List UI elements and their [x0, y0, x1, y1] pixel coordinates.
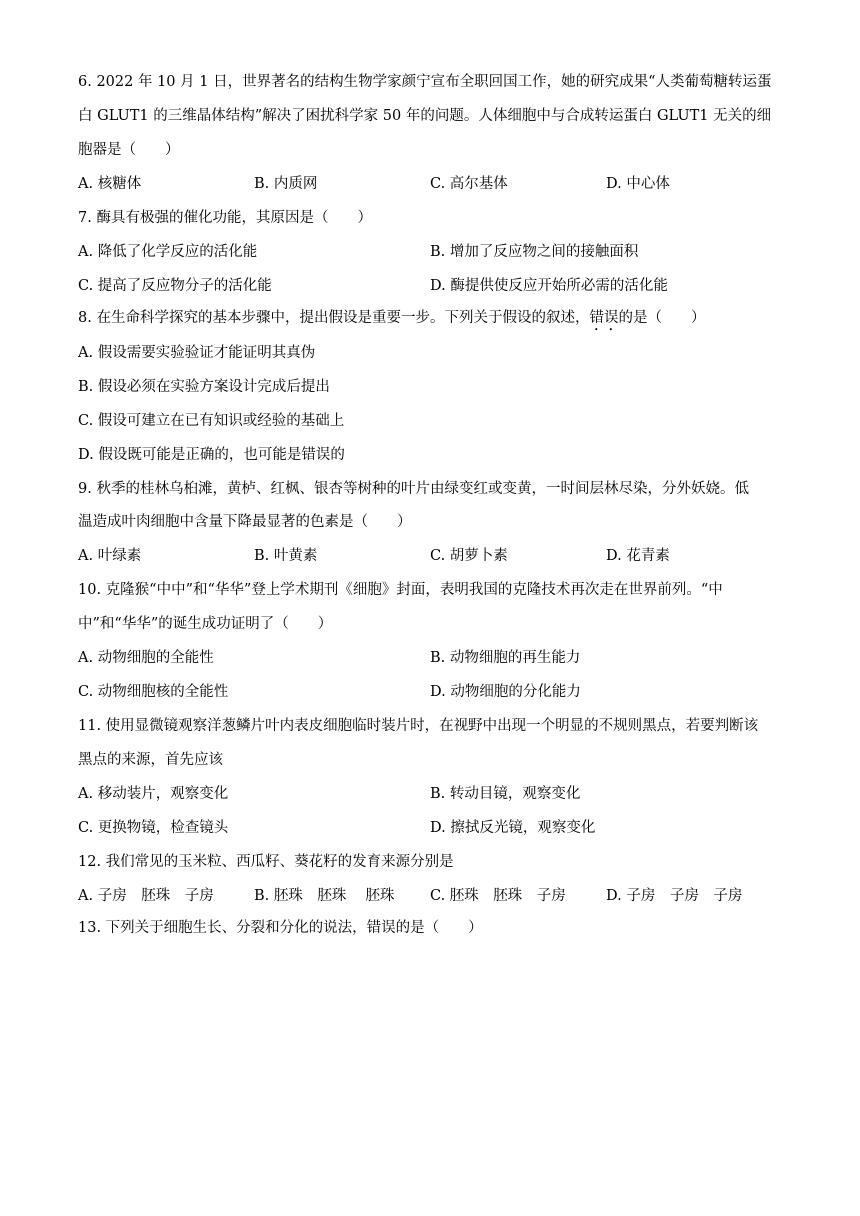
- option-b[interactable]: B. 转动目镜，观察变化: [430, 786, 581, 802]
- option-b[interactable]: B. 胚珠 胚珠 胚珠: [254, 888, 395, 904]
- option-d[interactable]: D. 花青素: [606, 548, 670, 564]
- option-b[interactable]: B. 叶黄素: [254, 548, 318, 564]
- options-row: [78, 784, 788, 804]
- option-c[interactable]: C. 提高了反应物分子的活化能: [78, 278, 272, 294]
- option-d[interactable]: D. 子房 子房 子房: [606, 888, 743, 904]
- option-d[interactable]: D. 动物细胞的分化能力: [430, 684, 581, 700]
- question-stem-line: 12. 我们常见的玉米粒、西瓜籽、葵花籽的发育来源分别是: [78, 854, 454, 870]
- option-a[interactable]: A. 叶绿素: [78, 548, 142, 564]
- option-a[interactable]: A. 移动装片，观察变化: [78, 786, 229, 802]
- options-row: [78, 818, 788, 838]
- question-stem-line: 13. 下列关于细胞生长、分裂和分化的说法，错误的是（ ）: [78, 920, 483, 936]
- question-stem-line: 11. 使用显微镜观察洋葱鳞片叶内表皮细胞临时装片时，在视野中出现一个明显的不规则黑点，若要判断该: [78, 718, 759, 734]
- options-row: [78, 648, 788, 668]
- question-stem-line: 10. 克隆猴“中中”和“华华”登上学术期刊《细胞》封面，表明我国的克隆技术再次走在世界前列。“中: [78, 582, 723, 598]
- options-row: [78, 242, 788, 262]
- options-row: [78, 276, 788, 296]
- option-c[interactable]: C. 高尔基体: [430, 176, 508, 192]
- question-stem-line: 温造成叶肉细胞中含量下降最显著的色素是（ ）: [78, 514, 412, 530]
- option-c[interactable]: C. 动物细胞核的全能性: [78, 684, 229, 700]
- option-a[interactable]: A. 动物细胞的全能性: [78, 650, 214, 666]
- option-b[interactable]: B. 假设必须在实验方案设计完成后提出: [78, 379, 330, 395]
- question-stem-line: 9. 秋季的桂林乌桕滩，黄栌、红枫、银杏等树种的叶片由绿变红或变黄，一时间层林尽染，分外妖娆。低: [78, 481, 749, 497]
- options-row: [78, 546, 788, 566]
- options-row: [78, 343, 788, 363]
- options-row: [78, 377, 788, 397]
- options-row: [78, 411, 788, 431]
- question-stem-line: 黑点的来源，首先应该: [78, 752, 223, 768]
- question-stem-line: [78, 308, 705, 334]
- stem-text: 8. 在生命科学探究的基本步骤中，提出假设是重要一步。下列关于假设的叙述，: [78, 310, 590, 326]
- option-a[interactable]: A. 子房 胚珠 子房: [78, 888, 214, 904]
- option-b[interactable]: B. 增加了反应物之间的接触面积: [430, 244, 639, 260]
- emphasized-word: 错误: [589, 310, 619, 326]
- option-c[interactable]: C. 胡萝卜素: [430, 548, 508, 564]
- option-b[interactable]: B. 动物细胞的再生能力: [430, 650, 581, 666]
- option-d[interactable]: D. 酶提供使反应开始所必需的活化能: [430, 278, 668, 294]
- question-stem-line: 白 GLUT1 的三维晶体结构”解决了困扰科学家 50 年的问题。人体细胞中与合成转运蛋白 GLUT1 无关的细: [78, 108, 772, 124]
- option-c[interactable]: C. 假设可建立在已有知识或经验的基础上: [78, 413, 345, 429]
- question-stem-line: 胞器是（ ）: [78, 142, 180, 158]
- question-stem-line: 6. 2022 年 10 月 1 日，世界著名的结构生物学家颜宁宣布全职回国工作，她的研究成果“人类葡萄糖转运蛋: [78, 74, 772, 90]
- stem-text: 的是（ ）: [618, 310, 706, 326]
- options-row: [78, 174, 788, 194]
- option-d[interactable]: D. 擦拭反光镜，观察变化: [430, 820, 596, 836]
- option-d[interactable]: D. 假设既可能是正确的，也可能是错误的: [78, 447, 345, 463]
- options-row: [78, 445, 788, 465]
- option-a[interactable]: A. 降低了化学反应的活化能: [78, 244, 258, 260]
- options-row: [78, 682, 788, 702]
- option-b[interactable]: B. 内质网: [254, 176, 318, 192]
- option-d[interactable]: D. 中心体: [606, 176, 670, 192]
- option-c[interactable]: C. 更换物镜，检查镜头: [78, 820, 229, 836]
- question-stem-line: 中”和“华华”的诞生成功证明了（ ）: [78, 616, 333, 632]
- question-stem-line: 7. 酶具有极强的催化功能，其原因是（ ）: [78, 210, 372, 226]
- option-c[interactable]: C. 胚珠 胚珠 子房: [430, 888, 566, 904]
- option-a[interactable]: A. 核糖体: [78, 176, 142, 192]
- option-a[interactable]: A. 假设需要实验验证才能证明其真伪: [78, 345, 316, 361]
- options-row: [78, 886, 788, 906]
